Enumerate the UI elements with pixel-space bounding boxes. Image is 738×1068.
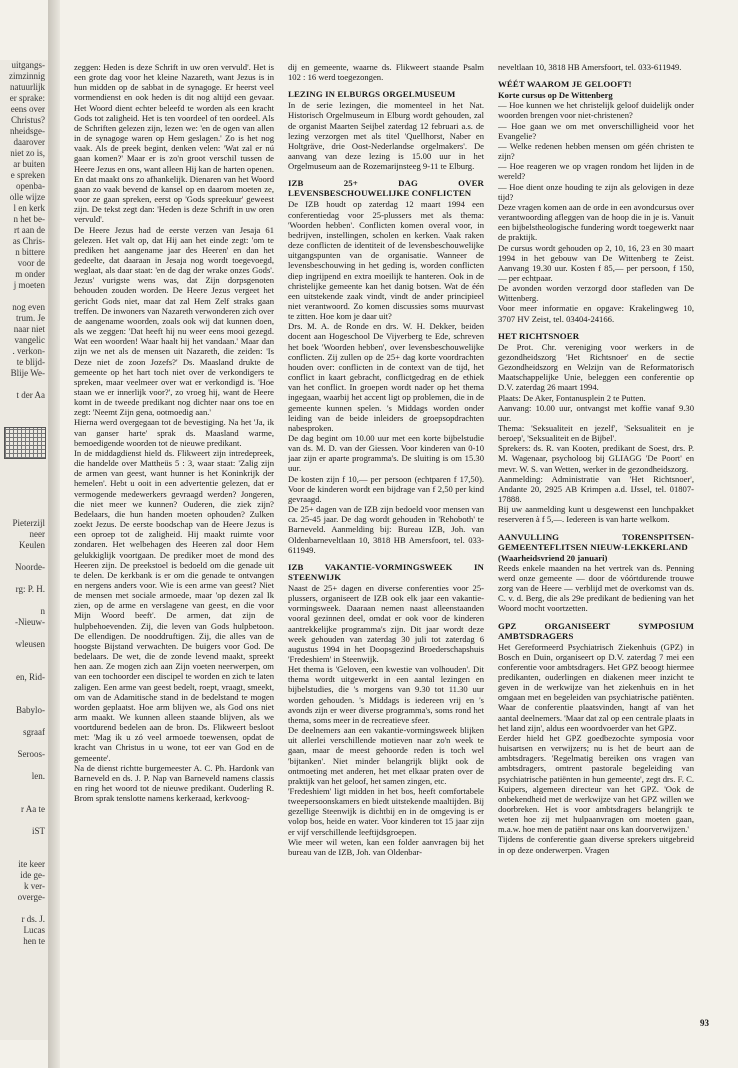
wittenberg-para: Voor meer informatie en opgave: Krakelingweg 10, 3707 HV Zeist, tel. 03404-24166. [498,303,694,324]
fragment-line: r Aa te [21,804,45,814]
fragment-line: zimzinnig [9,71,45,81]
heading-richtsnoer: HET RICHTSNOER [498,330,580,341]
fragment-line: k ver- [23,881,45,891]
fragment-line [0,291,48,302]
vakantieweek-para: Het thema is 'Geloven, een kwestie van volhouden'. Dit thema wordt uitgewerkt in een aantal lezingen en bijbelstudies, die 's morgens van 9.30 tot 11.30 uur worden gehouden. 's Middags is iedereen vrij en 's avonds zijn er weer diverse programma's, soms rond het thema, soms meer in de recreatieve sfeer. [288,664,484,725]
vakantieweek-para: Wie meer wil weten, kan een folder aanvragen bij het bureau van de IZB, Joh. van Oldenbar- [288,836,484,857]
column-2 [288,62,484,1042]
subheading-waarheidsvriend: (Waarheidsvriend 20 januari) [498,552,608,563]
richtsnoer-para: Sprekers: ds. R. van Kooten, predikant de Soest, drs. P. M. Wagenaar, psycholoog bij GLIAGG 'De Poort' en mevr. W. S. van Wetten, werker in de gezondheidszorg. [498,443,694,474]
fragment-line: n bittere [15,247,45,257]
fragment-line: hen te [23,936,45,946]
fragment-line: er sprake: [9,93,45,103]
fragment-line: t der Aa [16,390,45,400]
table-fragment [4,427,46,459]
fragment-line: Pieterzijl [12,518,45,528]
fragment-line [0,815,48,826]
fragment-line: niet zo is, [10,148,45,158]
fragment-line: . verkon- [12,346,45,356]
fragment-line [0,694,48,705]
fragment-line: Lucas [23,925,45,935]
fragment-line: rg: P. H. [15,584,45,594]
fragment-line: ide ge- [20,870,45,880]
gpz-para: Eerder hield het GPZ goedbezochte symposia voor huisartsen en verwijzers; nu is het de beurt aan de ambtsdragers. 'Regelmatig bereiken ons vragen van ambtsdragers, omtrent pastorale begeleiding van psychiatrische patiënten in hun gemeente', zegt drs. F. C. Kuipers, algemeen directeur van het GPZ. 'Ook de onbekendheid met de werkwijze van het GPZ willen we doorbreken. Het is voor ambtsdragers belangrijk te weten hoe zij met hulpaanvragen om moeten gaan, m.a.w. hoe men de patiënt naar ons kan doorverwijzen.' [498,732,694,835]
fragment-line: ar buiten [13,159,45,169]
fragment-line [0,412,48,423]
col3-intro: neveltlaan 10, 3818 HB Amersfoort, tel. 033-611949. [498,62,682,72]
fragment-line [0,573,48,584]
richtsnoer-para: Plaats: De Aker, Fontanusplein 2 te Putten. [498,392,646,403]
fragment-line [0,683,48,694]
vakantieweek-para: Naast de 25+ dagen en diverse conferenties voor 25-plussers, organiseert de IZB ook elk jaar een vakantie-vormingsweek. Daaraan nemen naast alleenstaanden vooral gezinnen deel, omdat er ook voor de kinderen aantrekkelijke programma's zijn. Dit jaar wordt deze week gehouden van zaterdag 30 juli tot zaterdag 6 augustus 1994 in het Doopsgezind Broederschapshuis 'Fredeshiem' in Steenwijk. [288,582,484,664]
fragment-line: sgraaf [23,727,45,737]
izb-conflicten-para: De kosten zijn f 10,— per persoon (echtparen f 17,50). Voor de kinderen wordt een bijdrage van f 2,50 per kind gevraagd. [288,473,484,504]
page-gutter [48,0,60,1068]
izb-conflicten-para: De IZB houdt op zaterdag 12 maart 1994 een conferentiedag voor 25-plussers met als thema: 'Woorden hebben'. Conflicten komen overal voor, in bedrijven, instellingen, scholen en kerken. Vaak raken deze conflicten de identiteit of de levensbeschouwelijke uitgangspunten van de organisatie. Wanneer de levensbeschouwing in het geding is, worden conflicten diep ingrijpend en extra moeilijk te hanteren. Ook in de christelijke gemeente kan het danig botsen. Wat de één een uitstekende zaak vindt, vindt de ander principieel niet verantwoord. Zo komen discussies soms muurvast te zitten. Hoe kom je daar uit? [288,199,484,322]
fragment-line [0,650,48,661]
heading-aanvulling: AANVULLING TORENSPITSEN-GEMEENTEFLITSEN NIEUW-LEKKERLAND [498,531,694,552]
fragment-line: en, Rid- [16,672,45,682]
izb-conflicten-para: Drs. M. A. de Ronde en drs. W. H. Dekker, beiden docent aan Hogeschool De Vijverberg te Ede, schreven het boek 'Woorden hebben', over levensbeschouwelijke conflicten. Zij zullen op de 25+ dag korte voordrachten houden over: conflicten in de context van de tijd, het conflict in kaart gebracht, conflictgedrag en de ethiek van het conflict. In groepen wordt nader op het thema ingegaan, waarbij het accent ligt op problemen, die in de gemeente kunnen spelen. 's Middags worden onder leiding van de beide inleiders de groepsopdrachten nabesproken. [288,321,484,433]
fragment-line: natuurlijk [10,82,45,92]
fragment-line [0,496,48,507]
fragment-line: len. [31,771,45,781]
fragment-line [0,903,48,914]
fragment-line: Christus? [10,115,45,125]
richtsnoer-para: Aanmelding: Administratie van 'Het Richtsnoer', Andante 20, 2925 AB Krimpen a.d. IJssel, tel. 01807-17888. [498,473,694,505]
gpz-para: Tijdens de conferentie gaan diverse sprekers uitgebreid in op deze onderwerpen. Vragen [498,834,694,855]
page-number: 93 [700,1018,709,1028]
fragment-line [0,837,48,848]
col1-para-5: Na de dienst richtte burgemeester A. C. Ph. Hardonk van Barneveld en ds. J. P. Nap van Barneveld namens classis en ring het woord tot de nieuwe predikant. Ouderling R. Brom sprak tenslotte namens kerkeraad, kerkvoog- [74,762,274,804]
col1-para-2: De Heere Jezus had de eerste verzen van Jesaja 61 gelezen. Het valt op, dat Hij aan het einde zegt: 'om te prediken het aangename jaar des Heeren' en dan het gedeelte, dat daaraan in Jesaja nog wordt toegevoegd, weglaat, als daar staat: 'en de dag der wrake onzes Gods'. Jezus' vurigste wens was, dat Zijn dorpsgenoten behouden zouden worden. De Heere Jezus vergeet het gericht Gods niet, maar dat zal Hem Zelf straks gaan treffen. De inwoners van Nazareth verwonderen zich over de aangename woorden, zoals ook wij dat kunnen doen, als we zeggen: 'Dat heeft hij nu weer eens mooi gezegd. Wat een woorden! Waar haalt hij het vandaan.' Maar dan zijn we net als de mensen uit Nazareth, die zeiden: 'Is Deze niet de zoon Jozefs?' Ds. Maasland drukte de gemeente op het hart toch niet over de verkondigers te spreken, maar veelmeer over wat er verkondigd is. 'Hoe staan we er innerlijk voor?', zo vroeg hij, want de Heere komt in de tweede predikant nog dichter naar ons toe en zegt: 'Neemt Zijn gena, ootmoedig aan.' [74,224,274,418]
richtsnoer-para: Thema: 'Seksualiteit en jezelf', 'Seksualiteit en je beroep', 'Seksualiteit en de Bijbel'. [498,423,694,444]
fragment-line [0,782,48,793]
fragment-line: ite keer [18,859,45,869]
richtsnoer-para: De Prot. Chr. vereniging voor werkers in de gezondheidszorg 'Het Richtsnoer' en de sectie Gezondheidszorg en Welzijn van de Reformatorisch Maatschappelijke Unie, beleggen een conferentie op D.V. zaterdag 26 maart 1994. [498,341,694,393]
richtsnoer-para: Bij uw aanmelding kunt u desgewenst een lunchpakket reserveren à f 5,—. Iedereen is van harte welkom. [498,504,694,525]
fragment-line: vangelic [14,335,45,345]
fragment-line: wleusen [15,639,45,649]
fragment-line: nog even [12,302,45,312]
fragment-line [0,551,48,562]
wittenberg-para: De cursus wordt gehouden op 2, 10, 16, 23 en 30 maart 1994 in het gebouw van De Wittenberg te Zeist. Aanvang 19.30 uur. Kosten f 85,— per persoon, f 150,— per echtpaar. [498,242,694,283]
heading-vakantieweek: IZB VAKANTIE-VORMINGSWEEK IN STEENWIJK [288,561,484,582]
fragment-line: eens over [10,104,45,114]
fragment-line: naar niet [13,324,45,334]
fragment-line [0,401,48,412]
wittenberg-para: — Hoe dient onze houding te zijn als gelovigen in deze tijd? [498,181,694,202]
fragment-line [0,507,48,518]
fragment-line: m onder [15,269,45,279]
fragment-line: openba- [16,181,45,191]
aanvulling-para: Reeds enkele maanden na het vertrek van ds. Penning werd onze gemeente — door de vóórtdurende trouwe zorg van de Heere — verblijd met de overkomst van ds. C. v. d. Berg, die als 29e predikant de bediening van het Woord mocht voortzetten. [498,562,694,614]
fragment-line: Babylo- [16,705,45,715]
wittenberg-para: — Welke redenen hebben mensen om géén christen te zijn? [498,140,694,162]
adjacent-page-fragment [0,60,49,1040]
fragment-line: as Chris- [12,236,45,246]
fragment-line [0,463,48,474]
fragment-line: n [40,606,45,616]
richtsnoer-para: Aanvang: 10.00 uur, ontvangst met koffie vanaf 9.30 uur. [498,402,694,423]
wittenberg-para: — Hoe gaan we om met onverschilligheid voor het Evangelie? [498,120,694,141]
orgelmuseum-text: In de serie lezingen, die momenteel in het Nat. Historisch Orgelmuseum in Elburg wordt gehouden, zal de organist Maarten Seijbel zaterdag 12 februari a.s. de lezing verzorgen met als titel 'Quellhorst, Naber en Holtgräve, drie Oost-Nederlandse orgelmakers'. De aanvang van deze lezing is 15.00 uur in het Orgelmuseum aan de Rozemarijnsteeg 9-11 te Elburg. [288,100,484,172]
fragment-line [0,848,48,859]
fragment-line: daarover [13,137,45,147]
fragment-line: n het be- [13,214,45,224]
fragment-line: uitgangs- [11,60,45,70]
izb-conflicten-para: De 25+ dagen van de IZB zijn bedoeld voor mensen van ca. 25-45 jaar. De dag wordt gehouden in 'Rehoboth' te Barneveld. Aanmelding bij: Bureau IZB, Joh. van Oldenbarneveltlaan 10, 3818 HB Amersfoort, tel. 033-611949. [288,504,484,555]
col1-para-1: zeggen: Heden is deze Schrift in uw oren vervuld'. Het is een grote dag voor het kleine Nazareth, want Jezus is in hun midden op de sabbat in de synagoge. Er heerst veel vormendienst en ook heden is dit nog altijd een gevaar. Het Woord dient echter beleefd te worden als een kracht Gods tot zaligheid. Het is ten voordeel of ten oordeel. Als de Schriften gelezen zijn, lezen we: 'en de ogen van allen in de synagoge waren op Hem geslagen.' Zo is het nog vaak. Als de preek begint, denken velen: 'Wat zal er nú gaan komen?' Maar er is zo'n groot verschil tussen de Heere Jezus en ons, want alleen Hij kan de harten openen. En dat maakt ons zo afhankelijk. Dienaren van het Woord gaan zo vaak bevend de kansel op en daarom moeten ze, voor ze gaan spreken, eerst op 'Gods spreekuur' geweest zijn. De tekst zegt dan: 'Heden is deze Schrift in uw oren vervuld'. [74,62,274,225]
fragment-line: Noorde- [15,562,45,572]
fragment-line [0,716,48,727]
fragment-line: rt aan de [14,225,45,235]
fragment-line: Seroos- [17,749,45,759]
fragment-line [0,485,48,496]
fragment-line [0,760,48,771]
fragment-line: r ds. J. [21,914,45,924]
column-3 [498,62,694,1042]
fragment-line: Keulen [19,540,45,550]
heading-gpz: GPZ ORGANISEERT SYMPOSIUM AMBTSDRAGERS [498,620,694,641]
fragment-line: trum. Je [16,313,45,323]
wittenberg-para: — Hoe kunnen we het christelijk geloof duidelijk onder woorden brengen voor niet-christenen? [498,100,694,121]
col1-para-4: In de middagdienst hield ds. Flikweert zijn intredepreek, die handelde over Mattheüs 5 : 3, waar staat: 'Zalig zijn de armen van geest, want hunner is het Koninkrijk der hemelen'. Hebt u ooit in een advertentie gelezen, dat er vermogende medewerkers gevraagd werden? Jongeren, die niet meer we kunnen? Ouderen, die ziek zijn? Bedelaars, die hun handen moeten ophouden? Zulken zoekt Jezus. De eerste boodschap van de Heere Jezus is een oproep tot de zaligheid. Hij maakt ruimte voor zondaren. Het welbehagen des Heeren zal door Hem gelukkiglijk voortgaan. De prediker moet de mond des Heeren zijn. De preekstoel is bedoeld om die genade uit te delen. De kerkbank is er om die genade te ontvangen en nergens anders voor. Wie is een arme van geest? Niet de mensen met sociale armoede, maar 'op dezen zal Ik zien, op de arme en verslagene van geest, en die voor Mijn Woord beeft'. De armen, dat zijn de hulpbehoevenden. Zij, die leven van Gods hulpbetoon. De ellendigen. De nooddruftigen. Zij, die alles van de hoogste Bijstand verwachten. De buigers voor God. De bedelaars. De wet, die de zonde levend maakt, spreekt hen aan. Ze mogen zich aan Zijn voeten neerwerpen, om van een tochoorder een discipel te worden en zich te laten zaligen. Een arme van geest bedelt, roept, vraagt, smeekt, om van de Adamitische stand in de bedelstand te mogen worden geplaatst. Hoe arm blijven we, als God ons niet arm maakt. We kunnen alleen staande blijven, als we voortdurend bedelen aan de bron. Ds. Flikweert besloot met: 'Mag ik u zó veel armoede toewensen, opdat de kracht van Christus in u wone, tot eer van God en de gemeente'. [74,447,274,763]
fragment-line: overge- [17,892,45,902]
fragment-line [0,793,48,804]
fragment-line [0,595,48,606]
fragment-line [0,474,48,485]
izb-conflicten-para: De dag begint om 10.00 uur met een korte bijbelstudie van ds. M. D. van der Giessen. Voor kinderen van 0-10 jaar zijn er aparte programma's. De sluiting is om 15.30 uur. [288,433,484,474]
fragment-line: nheidsge- [10,126,45,136]
heading-weet-waarom: WÉÉT WAAROM JE GELOOFT! [498,79,632,90]
gpz-para: Het Gereformeerd Psychiatrisch Ziekenhuis (GPZ) in Bosch en Duin, organiseert op D.V. zaterdag 7 mei een conferentie voor ambtsdragers. Het GPZ beoogt hiermee predikanten, ouderlingen en diakenen meer inzicht te geven in de werkwijze van het ziekenhuis en in het omgaan met en begeleiden van psychiatrische patiënten. Waar de conferentie plaatsvinden, hangt af van het aantal deelnemers. 'Maar dat zal op een centrale plaats in het land zijn', aldus een woordvoerder van het GPZ. [498,641,694,733]
heading-orgelmuseum: LEZING IN ELBURGS ORGELMUSEUM [288,89,456,100]
fragment-line [0,379,48,390]
fragment-line: -Nieuw- [15,617,45,627]
fragment-line [0,661,48,672]
fragment-line [0,738,48,749]
fragment-line: j moeten [13,280,45,290]
col1-para-3: Hierna werd overgegaan tot de bevestiging. Na het 'Ja, ik van ganser harte' sprak ds. Maasland warme, bemoedigende woorden tot de nieuwe predikant. [74,417,274,448]
vakantieweek-para: De deelnemers aan een vakantie-vormingsweek blijken uit allerlei verschillende motieven naar zo'n week te gaan, maar de meest gehoorde reden is toch wel 'bijtanken'. Niet minder belangrijk blijkt ook de ontmoeting met anderen, het met elkaar praten over de praktijk van het geloof, het samen zingen, etc. [288,725,484,786]
fragment-line: e spreken [10,170,45,180]
fragment-line: Blije We- [10,368,45,378]
vakantieweek-para: 'Fredeshiem' ligt midden in het bos, heeft comfortabele tweepersoonskamers en biedt uitstekende maaltijden. Bij gezellige Steenwijk is dichtbij en in de omgeving is er volop bos, heide en water. Voor kinderen tot 15 jaar zijn er vijf verschillende leeftijdsgroepen. [288,786,484,837]
fragment-line: olle wijze [9,192,45,202]
heading-izb-conflicten: IZB 25+ DAG OVER LEVENSBESCHOUWELIJKE CONFLICTEN [288,178,484,199]
fragment-line: te blijd- [16,357,45,367]
fragment-line [0,628,48,639]
fragment-line: iST [31,826,45,836]
fragment-line: voor de [17,258,45,268]
col2-intro: dij en gemeente, waarne ds. Flikweert staande Psalm 102 : 16 werd toegezongen. [288,62,484,83]
fragment-line: l en kerk [13,203,45,213]
fragment-line: neer [29,529,45,539]
wittenberg-para: — Hoe reageren we op vragen rondom het lijden in de wereld? [498,161,694,182]
column-1 [74,62,274,1042]
subheading-wittenberg: Korte cursus op De Wittenberg [498,90,613,101]
wittenberg-para: Deze vragen komen aan de orde in een avondcursus over verantwoording afleggen van de hoop die in je is. Vanuit een bijbelstheologische fundering wordt toegewerkt naar de praktijk. [498,201,694,243]
wittenberg-para: De avonden worden verzorgd door stafleden van De Wittenberg. [498,283,694,304]
